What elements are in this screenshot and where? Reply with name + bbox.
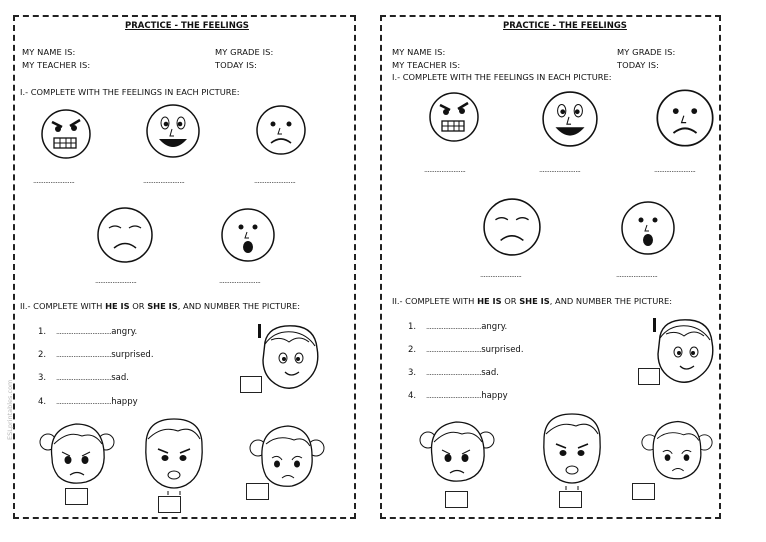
- today-label: TODAY IS:: [617, 60, 659, 70]
- answer-blank[interactable]: ................................: [426, 346, 482, 354]
- answer-line[interactable]: ........................: [424, 166, 466, 174]
- answer-line[interactable]: ........................: [654, 166, 696, 174]
- answer-blank[interactable]: ................................: [56, 398, 112, 406]
- answer-blank[interactable]: ................................: [56, 374, 112, 382]
- answer-line[interactable]: ........................: [219, 277, 261, 285]
- section-1-heading: I.- COMPLETE WITH THE FEELINGS IN EACH PICTURE:: [20, 87, 240, 97]
- grade-label: MY GRADE IS:: [617, 47, 676, 57]
- answer-blank[interactable]: ................................: [56, 351, 112, 359]
- picture-number-box[interactable]: [559, 491, 582, 508]
- she-is-keyword: SHE IS: [147, 301, 178, 311]
- answer-line[interactable]: ........................: [33, 177, 75, 185]
- crying-girl-picture-icon: [248, 420, 326, 492]
- worksheet-title: PRACTICE - THE FEELINGS: [503, 21, 627, 31]
- happy-face-icon: [541, 90, 599, 148]
- angry-boy-picture-icon: [538, 410, 606, 490]
- answer-blank[interactable]: ................................: [56, 328, 112, 336]
- list-item: 2. ................................surprised.: [408, 345, 524, 355]
- answer-line[interactable]: ........................: [254, 177, 296, 185]
- he-is-keyword: HE IS: [477, 296, 502, 306]
- name-label: MY NAME IS:: [392, 47, 446, 57]
- picture-number-box[interactable]: [638, 368, 660, 385]
- watermark: ESLprintables.com: [6, 379, 14, 440]
- worksheet-title: PRACTICE - THE FEELINGS: [125, 21, 249, 31]
- angry-face-icon: [40, 108, 92, 160]
- he-is-keyword: HE IS: [105, 301, 130, 311]
- sad-girl-picture-icon: [418, 416, 496, 486]
- picture-number-box[interactable]: [158, 496, 181, 513]
- picture-number-box[interactable]: [445, 491, 468, 508]
- list-item: 4. ................................happy: [38, 397, 138, 407]
- angry-face-icon: [428, 91, 480, 143]
- answer-line[interactable]: ........................: [480, 271, 522, 279]
- section-1-heading: I.- COMPLETE WITH THE FEELINGS IN EACH PICTURE:: [392, 72, 612, 82]
- picture-number-box[interactable]: [240, 376, 262, 393]
- tired-face-icon: [482, 197, 542, 257]
- today-label: TODAY IS:: [215, 60, 257, 70]
- teacher-label: MY TEACHER IS:: [22, 60, 91, 70]
- happy-boy-picture-icon: [650, 316, 718, 388]
- list-item: 1. ................................angry.: [38, 327, 138, 337]
- sad-face-icon: [255, 104, 307, 156]
- name-label: MY NAME IS:: [22, 47, 76, 57]
- section-2-heading: II.- COMPLETE WITH HE IS OR SHE IS, AND NUMBER THE PICTURE:: [20, 301, 301, 311]
- answer-line[interactable]: ........................: [539, 166, 581, 174]
- answer-line[interactable]: ........................: [95, 277, 137, 285]
- happy-boy-picture-icon: [255, 322, 323, 394]
- list-item: 2. ................................surprised.: [38, 350, 154, 360]
- answer-line[interactable]: ........................: [143, 177, 185, 185]
- answer-blank[interactable]: ................................: [426, 323, 482, 331]
- happy-face-icon: [145, 103, 201, 159]
- answer-blank[interactable]: ................................: [426, 369, 482, 377]
- list-item: 4. ................................happy: [408, 391, 508, 401]
- tired-face-icon: [96, 206, 154, 264]
- list-item: 1. ................................angry.: [408, 322, 508, 332]
- crying-girl-picture-icon: [640, 415, 714, 485]
- answer-line[interactable]: ........................: [616, 271, 658, 279]
- sad-face-icon: [655, 88, 715, 148]
- teacher-label: MY TEACHER IS:: [392, 60, 461, 70]
- surprised-face-icon: [220, 207, 276, 263]
- picture-number-box[interactable]: [632, 483, 655, 500]
- answer-blank[interactable]: ................................: [426, 392, 482, 400]
- section-2-heading: II.- COMPLETE WITH HE IS OR SHE IS, AND NUMBER THE PICTURE:: [392, 296, 673, 306]
- she-is-keyword: SHE IS: [519, 296, 550, 306]
- picture-number-box[interactable]: [246, 483, 269, 500]
- list-item: 3. ................................sad.: [38, 373, 129, 383]
- grade-label: MY GRADE IS:: [215, 47, 274, 57]
- surprised-face-icon: [620, 200, 676, 256]
- angry-boy-picture-icon: [140, 415, 208, 495]
- sad-girl-picture-icon: [38, 418, 116, 488]
- list-item: 3. ................................sad.: [408, 368, 499, 378]
- picture-number-box[interactable]: [65, 488, 88, 505]
